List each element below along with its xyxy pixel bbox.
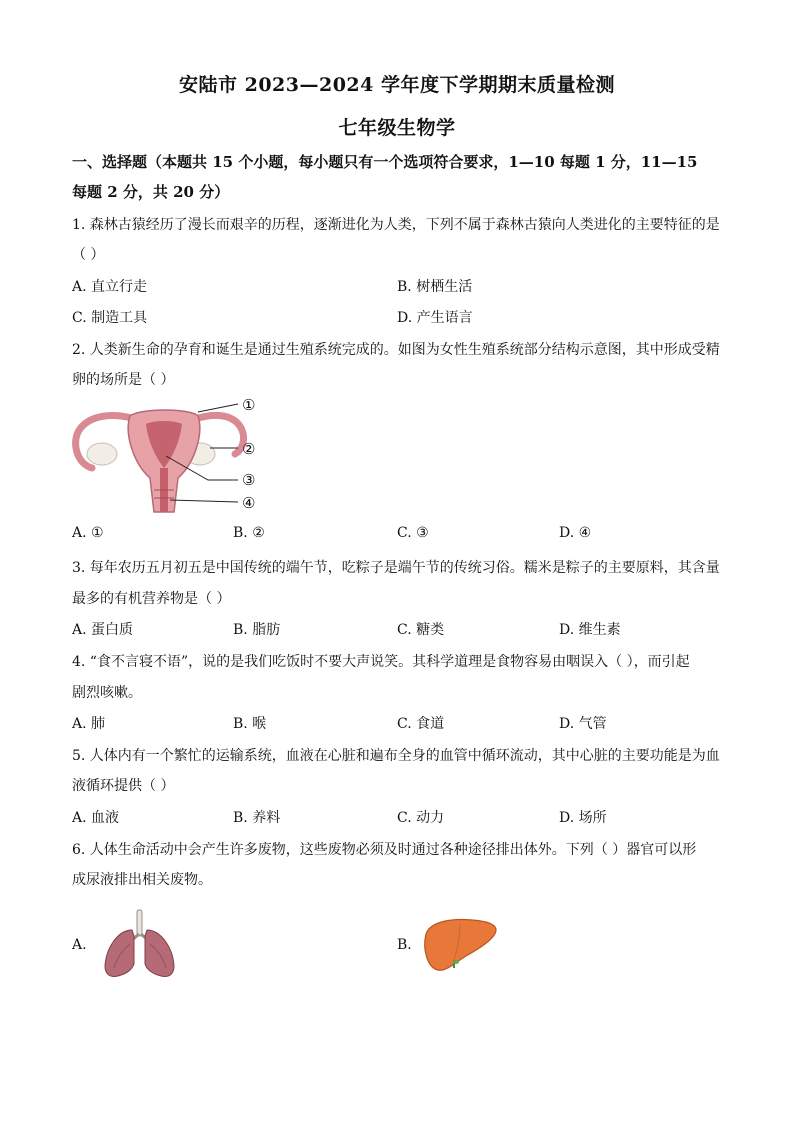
question-1-stem: 1. 森林古猿经历了漫长而艰辛的历程，逐渐进化为人类，下列不属于森林古猿向人类进化的主要特征的是	[72, 217, 720, 233]
question-6-stem: 6. 人体生命活动中会产生许多废物，这些废物必须及时通过各种途径排出体外。下列（ ）器官可以形	[72, 842, 697, 858]
question-4-option-c[interactable]: C. 食道	[397, 716, 445, 732]
question-5-stem: 5. 人体内有一个繁忙的运输系统，血液在心脏和遍布全身的血管中循环流动，其中心脏的主要功能是为血	[72, 748, 720, 764]
question-1-option-b[interactable]: B. 树栖生活	[397, 279, 473, 295]
question-4-option-b[interactable]: B. 喉	[233, 716, 267, 732]
figure-label-1: ①	[242, 396, 256, 414]
question-2-option-c[interactable]: C. ③	[397, 525, 429, 541]
figure-label-3: ③	[242, 471, 256, 489]
question-2-option-b[interactable]: B. ②	[233, 525, 265, 541]
question-4-stem-cont: 剧烈咳嗽。	[72, 685, 142, 701]
uterus-diagram-icon	[70, 394, 270, 516]
question-5-option-d[interactable]: D. 场所	[559, 810, 607, 826]
section-heading-line1: 一、选择题（本题共 15 个小题，每小题只有一个选项符合要求，1—10 每题 1 分，11—15	[72, 153, 698, 171]
question-3-option-a[interactable]: A. 蛋白质	[72, 622, 134, 638]
lungs-icon	[100, 908, 180, 980]
question-1-option-c[interactable]: C. 制造工具	[72, 310, 148, 326]
question-1-option-a[interactable]: A. 直立行走	[72, 279, 148, 295]
question-5-option-b[interactable]: B. 养料	[233, 810, 281, 826]
question-4-option-d[interactable]: D. 气管	[559, 716, 607, 732]
question-5-stem-cont: 液循环提供（ ）	[72, 778, 175, 794]
liver-icon	[420, 916, 500, 974]
figure-label-2: ②	[242, 440, 256, 458]
question-3-option-c[interactable]: C. 糖类	[397, 622, 445, 638]
section-heading-line2: 每题 2 分，共 20 分）	[72, 183, 230, 201]
question-6-stem-cont: 成尿液排出相关废物。	[72, 872, 212, 888]
question-5-option-c[interactable]: C. 动力	[397, 810, 445, 826]
question-3-option-d[interactable]: D. 维生素	[559, 622, 621, 638]
question-2-stem: 2. 人类新生命的孕育和诞生是通过生殖系统完成的。如图为女性生殖系统部分结构示意图，其中形成受精	[72, 342, 720, 358]
question-4-stem: 4. “食不言寝不语”，说的是我们吃饭时不要大声说笑。其科学道理是食物容易由咽误入（ ），而引起	[72, 654, 690, 670]
question-1-stem-cont: （ ）	[72, 247, 105, 263]
question-2-stem-cont: 卵的场所是（ ）	[72, 372, 175, 388]
question-1-option-d[interactable]: D. 产生语言	[397, 310, 473, 326]
question-6-option-b[interactable]: B.	[397, 937, 412, 953]
question-6-option-a[interactable]: A.	[72, 937, 87, 953]
exam-subtitle: 七年级生物学	[338, 117, 456, 139]
question-5-option-a[interactable]: A. 血液	[72, 810, 120, 826]
question-2-option-d[interactable]: D. ④	[559, 525, 592, 541]
question-2-option-a[interactable]: A. ①	[72, 525, 104, 541]
figure-label-4: ④	[242, 494, 256, 512]
question-3-stem: 3. 每年农历五月初五是中国传统的端午节，吃粽子是端午节的传统习俗。糯米是粽子的主要原料，其含量	[72, 560, 720, 576]
question-4-option-a[interactable]: A. 肺	[72, 716, 106, 732]
question-3-option-b[interactable]: B. 脂肪	[233, 622, 281, 638]
question-3-stem-cont: 最多的有机营养物是（ ）	[72, 591, 231, 607]
exam-title: 安陆市 2023—2024 学年度下学期期末质量检测	[179, 74, 615, 96]
